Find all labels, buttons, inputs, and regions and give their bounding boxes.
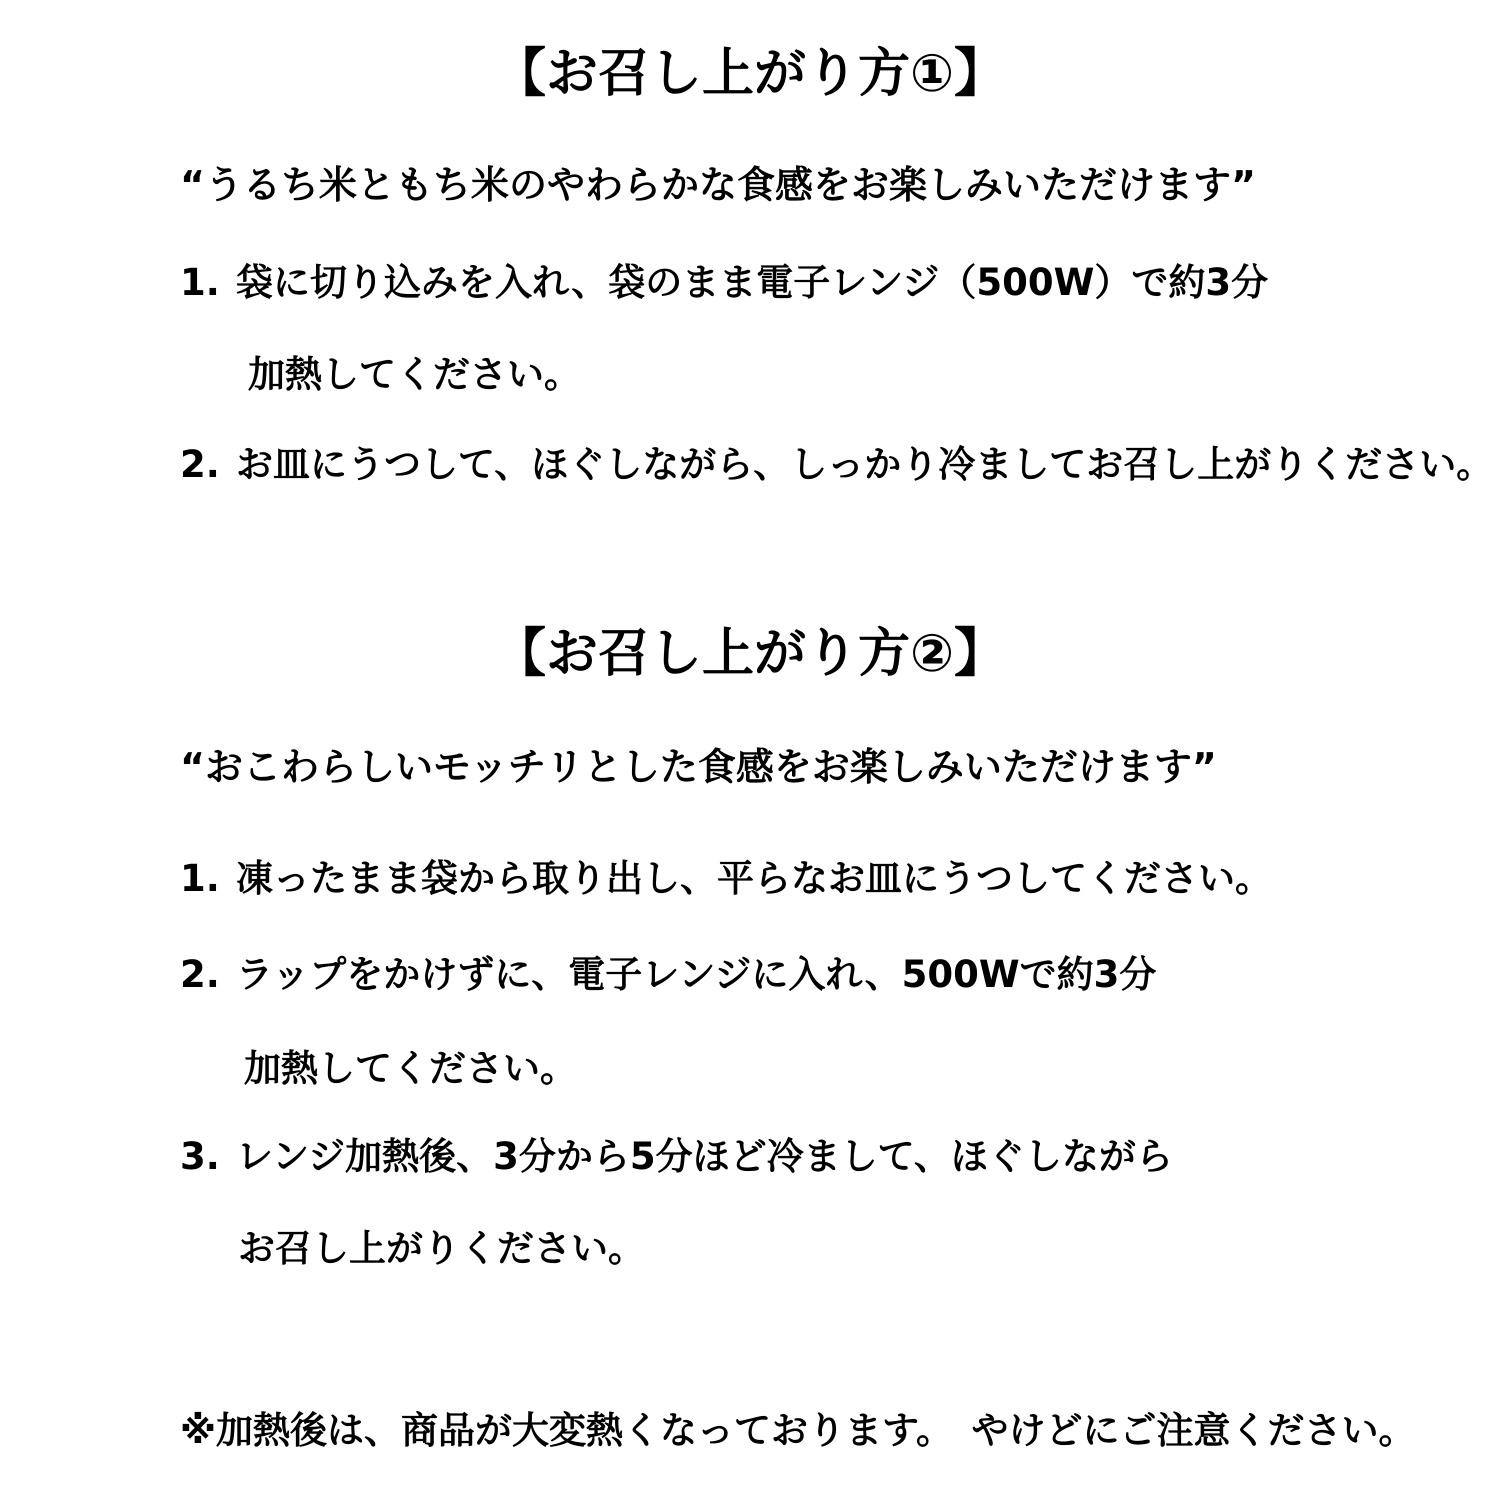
section2-title: 【お召し上がり方②】: [493, 624, 1007, 684]
step-number: 1.: [180, 261, 220, 304]
caution-note: ※加熱後は、商品が大変熱くなっております。 やけどにご注意ください。: [180, 1409, 1416, 1452]
section1-tagline: “うるち米ともち米のやわらかな食感をお楽しみいただけます”: [180, 163, 1256, 207]
section1-step1-continued: 加熱してください。: [248, 353, 581, 396]
step-number: 2.: [180, 953, 220, 996]
section2-step3: [180, 1135, 1173, 1178]
step-number: 2.: [180, 443, 220, 486]
step-text: お皿にうつして、ほぐしながら、しっかり冷ましてお召し上がりください。: [236, 443, 1494, 486]
step-text: ラップをかけずに、電子レンジに入れ、500Wで約3分: [236, 953, 1157, 996]
section2-step2: [180, 953, 1157, 996]
section1-step2: [180, 443, 1494, 486]
step-text: 袋に切り込みを入れ、袋のまま電子レンジ（500W）で約3分: [236, 261, 1269, 304]
step-number: 3.: [180, 1135, 220, 1178]
step-number: 1.: [180, 857, 220, 900]
section2-tagline: “おこわらしいモッチリとした食感をお楽しみいただけます”: [180, 745, 1217, 789]
section2-step1: [180, 857, 1272, 900]
step-text: レンジ加熱後、3分から5分ほど冷まして、ほぐしながら: [236, 1135, 1173, 1178]
step-text: 凍ったまま袋から取り出し、平らなお皿にうつしてください。: [236, 857, 1272, 900]
section2-step3-continued: お召し上がりください。: [238, 1227, 645, 1270]
section2-step2-continued: 加熱してください。: [244, 1047, 577, 1090]
section1-title: 【お召し上がり方①】: [493, 44, 1007, 104]
section1-step1: [180, 261, 1269, 304]
